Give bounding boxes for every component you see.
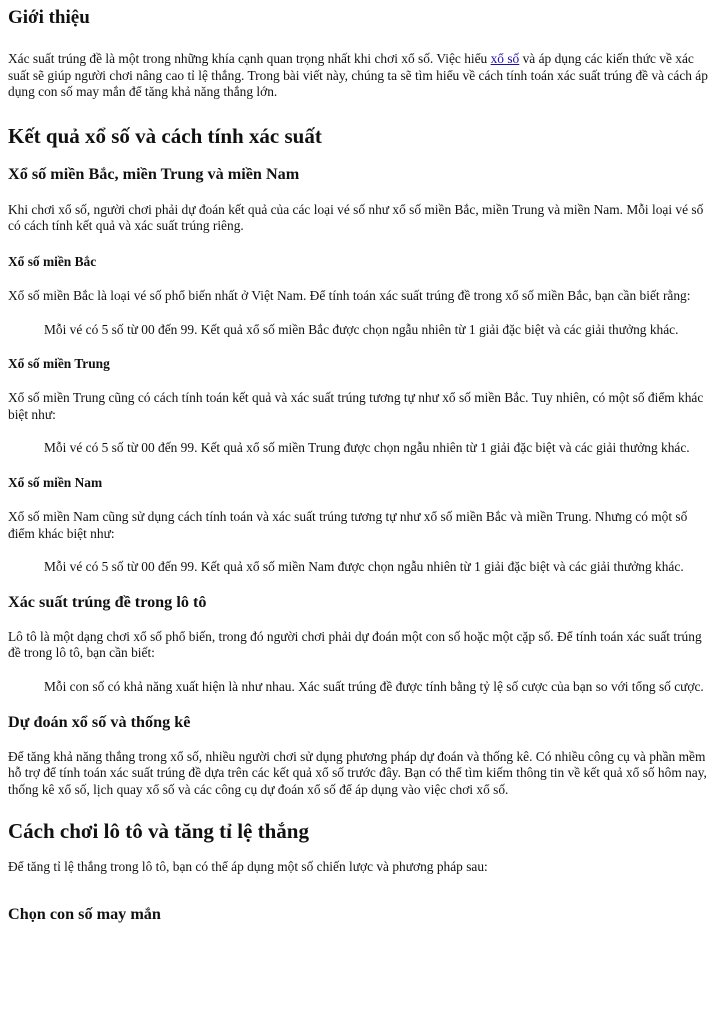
loto-quote: Mỗi con số có khả năng xuất hiện là như nhau. Xác suất trúng đề được tính bằng tỷ lệ số cược của bạn so với tổng số cược. (44, 678, 704, 694)
prediction-paragraph: Để tăng khả năng thắng trong xổ số, nhiều người chơi sử dụng phương pháp dự đoán và thống kê. Có nhiều công cụ và phần mềm hỗ trợ để tính toán xác suất trúng đề dựa trên các kết quả xổ số trước đây. Bạn có thể tìm kiếm thông tin về kết quả xổ số hôm nay, thống kê xổ số, lịch quay xổ số và các công cụ dự đoán xổ số để áp dụng vào việc chơi xổ số. (8, 748, 707, 797)
intro-paragraph (8, 51, 712, 101)
intro-text-after-link: và áp dụng các kiến thức về xác suất sẽ giúp người chơi nâng cao tỉ lệ thắng. Trong bài viết này, chúng ta sẽ tìm hiểu về cách tính toán xác suất trúng đề và cách áp dụng con số may mắn để tăng khả năng thắng lớn. (8, 51, 708, 100)
south-paragraph: Xổ số miền Nam cũng sử dụng cách tính toán và xác suất trúng tương tự như xổ số miền Bắc và miền Trung. Nhưng có một số điểm khác biệt như: (8, 508, 688, 541)
regions-heading: Xổ số miền Bắc, miền Trung và miền Nam (8, 164, 300, 183)
central-quote: Mỗi vé có 5 số từ 00 đến 99. Kết quả xổ số miền Trung được chọn ngẫu nhiên từ 1 giải đặc biệt và các giải thưởng khác. (44, 440, 690, 456)
north-quote: Mỗi vé có 5 số từ 00 đến 99. Kết quả xổ số miền Bắc được chọn ngẫu nhiên từ 1 giải đặc biệt và các giải thưởng khác. (44, 321, 679, 337)
loto-heading: Xác suất trúng đề trong lô tô (8, 592, 207, 611)
lottery-link[interactable]: xổ số (490, 51, 520, 66)
intro-text-before-link: Xác suất trúng đề là một trong những khía cạnh quan trọng nhất khi chơi xổ số. Việc hiểu (8, 51, 491, 66)
south-quote: Mỗi vé có 5 số từ 00 đến 99. Kết quả xổ số miền Nam được chọn ngẫu nhiên từ 1 giải đặc biệt và các giải thưởng khác. (44, 559, 684, 575)
central-heading: Xổ số miền Trung (8, 356, 110, 372)
central-paragraph: Xổ số miền Trung cũng có cách tính toán kết quả và xác suất trúng tương tự như xổ số miền Bắc. Tuy nhiên, có một số điểm khác biệt như: (8, 390, 704, 422)
regions-paragraph: Khi chơi xổ số, người chơi phải dự đoán kết quả của các loại vé số như xổ số miền Bắc, miền Trung và miền Nam. Mỗi loại vé số có cách tính kết quả và xác suất trúng riêng. (8, 201, 704, 234)
prediction-heading: Dự đoán xổ số và thống kê (8, 712, 191, 731)
intro-heading: Giới thiệu (8, 7, 90, 28)
howto-paragraph: Để tăng tỉ lệ thắng trong lô tô, bạn có thể áp dụng một số chiến lược và phương pháp sau: (8, 859, 488, 875)
lucky-number-heading: Chọn con số may mắn (8, 904, 161, 923)
howto-heading: Cách chơi lô tô và tăng tỉ lệ thắng (8, 819, 309, 844)
north-paragraph: Xổ số miền Bắc là loại vé số phổ biến nhất ở Việt Nam. Để tính toán xác suất trúng đề trong xổ số miền Bắc, bạn cần biết rằng: (8, 287, 691, 303)
north-heading: Xổ số miền Bắc (8, 253, 97, 269)
south-heading: Xổ số miền Nam (8, 474, 103, 490)
results-heading: Kết quả xổ số và cách tính xác suất (8, 123, 322, 148)
loto-paragraph: Lô tô là một dạng chơi xổ số phổ biến, trong đó người chơi phải dự đoán một con số hoặc một cặp số. Để tính toán xác suất trúng đề trong lô tô, bạn cần biết: (8, 628, 702, 661)
